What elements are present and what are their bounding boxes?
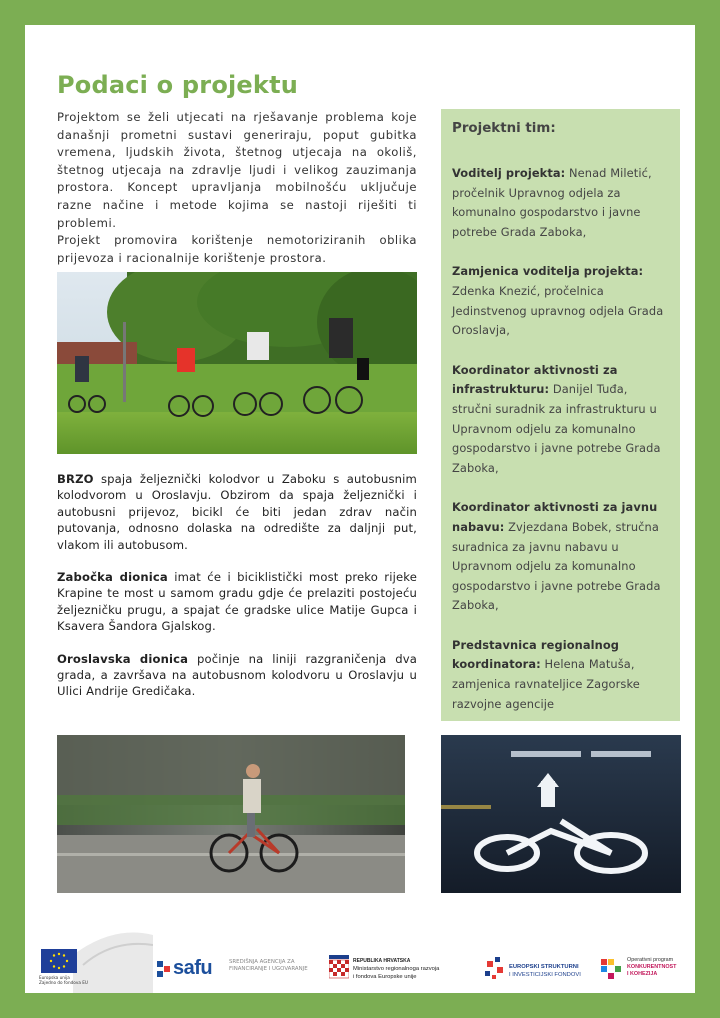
safu-logo bbox=[157, 957, 307, 981]
esif-line: I INVESTICIJSKI FONDOVI bbox=[509, 972, 581, 978]
ministry-line: REPUBLIKA HRVATSKA bbox=[353, 958, 411, 964]
footer-logos bbox=[25, 925, 695, 993]
team-role: Predstavnica regionalnog koordinatora: bbox=[452, 637, 620, 672]
team-member bbox=[452, 361, 670, 479]
eu-caption bbox=[39, 975, 91, 985]
eu-caption-line: Zajedno do fondova EU bbox=[39, 980, 88, 985]
team-desc: Helena Matuša, zamjenica ravnateljice Zagorske razvojne agencije bbox=[452, 657, 640, 711]
route-description bbox=[57, 471, 417, 716]
croatian-coat-of-arms-icon bbox=[329, 955, 349, 981]
team-role: Koordinator aktivnosti za javnu nabavu: bbox=[452, 500, 658, 534]
ministry-text bbox=[353, 957, 439, 981]
esif-line bbox=[509, 963, 581, 971]
team-heading: Projektni tim: bbox=[452, 121, 556, 136]
esif-line-bold: EUROPSKI STRUKTURNI bbox=[509, 964, 579, 970]
intro-paragraph: Projekt promovira korištenje nemotoriziranih oblika prijevoza i racionalnije korištenje prostora. bbox=[57, 233, 417, 265]
team-desc: Zdenka Knezić, pročelnica Jedinstvenog upravnog odjela Grada Oroslavja, bbox=[452, 283, 664, 338]
section-lead: BRZO bbox=[57, 472, 94, 486]
team-member bbox=[452, 498, 670, 616]
section-text: imat će i biciklistički most preko rijeke Krapine te most u samom gradu gdje će prelaziti postojeću željezničku prugu, a spajat će gradske ulice Matije Gupca i Ksavera Šandora Gjalskog. bbox=[57, 570, 417, 634]
section-zabok bbox=[57, 569, 417, 635]
esif-logo bbox=[483, 953, 593, 987]
project-team-panel bbox=[441, 109, 680, 721]
page-title: Podaci o projektu bbox=[57, 71, 299, 99]
section-brzo bbox=[57, 471, 417, 553]
eu-caption-line: Europska unija bbox=[39, 975, 70, 980]
op-text bbox=[627, 957, 676, 978]
ministry-logo bbox=[329, 955, 479, 989]
eu-logo bbox=[39, 949, 91, 985]
team-member bbox=[452, 164, 670, 242]
section-lead: Zabočka dionica bbox=[57, 570, 168, 585]
ministry-line: Ministarstvo regionalnoga razvoja bbox=[353, 966, 440, 972]
cyclists-photo bbox=[57, 272, 417, 454]
op-line-bold: I KOHEZIJA bbox=[627, 971, 658, 977]
bike-lane-photo bbox=[441, 735, 681, 893]
op-line bbox=[627, 971, 676, 978]
op-logo bbox=[601, 957, 693, 985]
op-line bbox=[627, 964, 676, 971]
intro-text bbox=[57, 109, 417, 267]
cyclist-city-photo bbox=[57, 735, 405, 893]
team-member bbox=[452, 262, 670, 340]
team-desc: Zvjezdana Bobek, stručna suradnica za javnu nabavu u Upravnom odjelu za komunalno gospodarstvo i javne potrebe Grada Zaboka, bbox=[452, 519, 661, 613]
esif-text bbox=[509, 963, 581, 979]
safu-subtitle: SREDIŠNJA AGENCIJA ZA FINANCIRANJE I UGOVARANJE bbox=[229, 959, 308, 972]
ministry-line: i fondova Europske unije bbox=[353, 974, 417, 980]
section-lead: Oroslavska dionica bbox=[57, 651, 189, 666]
section-oroslavje bbox=[57, 651, 417, 700]
op-line-bold: KONKURENTNOST bbox=[627, 964, 677, 970]
safu-wordmark: safu bbox=[173, 957, 213, 979]
intro-paragraph: Projektom se želi utjecati na rješavanje problema koje današnji prometni sustavi generiraju, poput gubitka vremena, ljudskih života, štetnog utjecaja na okoliš, štetnog utjecaja na zdravlje ljudi i velikog zauzimanja prostora. Koncept upravljanja mobilnošću uključuje razne načine i metode kojima se nastoji riješiti ti problemi. bbox=[57, 110, 417, 230]
safu-mark-icon bbox=[157, 961, 171, 977]
team-desc: Danijel Tuđa, stručni suradnik za infrastrukturu u Upravnom odjelu za komunalno gospodarstvo i javne potrebe Grada Zaboka, bbox=[452, 382, 661, 475]
team-desc: Nenad Miletić, pročelnik Upravnog odjela za komunalno gospodarstvo i javne potrebe Grada Zaboka, bbox=[452, 166, 652, 239]
esif-mark-icon bbox=[483, 957, 507, 981]
op-mark-icon bbox=[601, 959, 623, 981]
section-text: počinje na liniji razgraničenja dva grada, a završava na autobusnom kolodvoru u Oroslavju u Ulici Andrije Gredičaka. bbox=[57, 651, 417, 699]
team-member bbox=[452, 636, 670, 714]
eu-flag-icon bbox=[41, 949, 77, 973]
op-line: Operativni program bbox=[627, 957, 674, 963]
section-text: spaja željeznički kolodvor u Zaboku s autobusnim kolodvorom u Oroslavju. Obzirom da spaja željeznički i autobusni prijevoz, bicikl će biti jedan zdrav način putovanja, odnosno dolaska na odredište za daljnji put, vlakom ili autobusom. bbox=[57, 472, 417, 552]
team-role: Koordinator aktivnosti za infrastrukturu: bbox=[452, 362, 618, 397]
page bbox=[25, 25, 695, 993]
team-role: Voditelj projekta: bbox=[452, 166, 566, 180]
team-role: Zamjenica voditelja projekta: bbox=[452, 264, 644, 279]
